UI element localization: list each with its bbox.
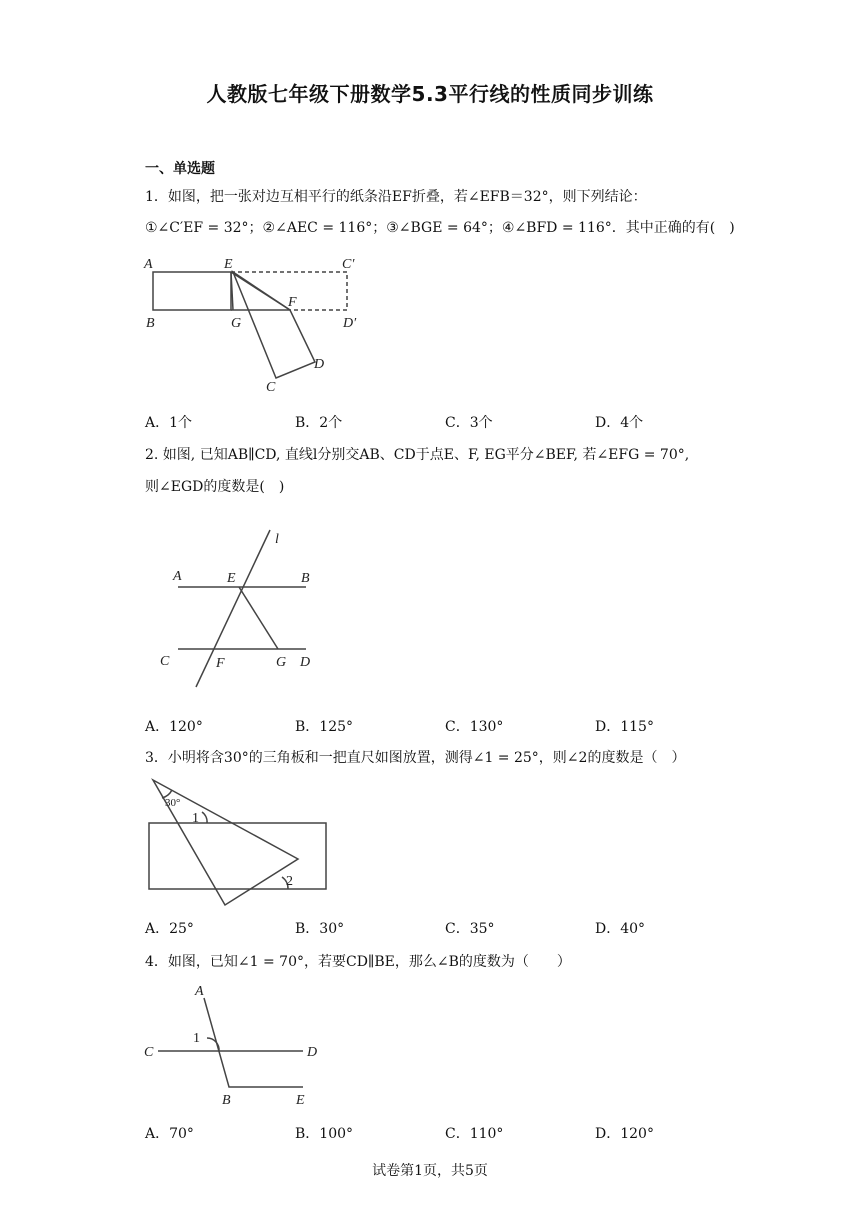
q2-label-f: F [216,656,225,671]
q1-option-a: A．1个 [145,415,193,431]
q4-line-abe [204,998,303,1087]
q1-option-b: B．2个 [295,415,343,431]
q4-arc-1 [207,1038,219,1051]
q3-option-a: A．25° [145,921,194,937]
q4-label-d: D [307,1045,318,1060]
q2-option-a: A．120° [145,719,203,735]
q2-figure [150,525,330,695]
q1-label-g: G [231,316,242,331]
q4-option-a: A．70° [145,1126,194,1142]
q2-label-l: l [275,532,279,547]
q2-segment-eg [239,587,278,649]
q3-ruler [149,823,326,889]
q2-label-b: B [301,571,310,586]
q3-figure [140,775,340,910]
q2-stem-line1: 2. 如图, 已知AB∥CD, 直线l分别交AB、CD于点E、F, EG平分∠BEF, 若∠EFG = 70°, [145,447,690,463]
page-footer: 试卷第1页，共5页 [372,1163,488,1179]
q1-label-b: B [146,316,155,331]
q4-stem-line1: 4．如图，已知∠1 = 70°，若要CD∥BE，那么∠B的度数为（ ） [145,954,571,970]
q3-label-1: 1 [192,811,199,826]
q1-option-c: C．3个 [445,415,493,431]
q4-option-c: C．110° [445,1126,504,1142]
q3-option-b: B．30° [295,921,345,937]
q1-option-d: D．4个 [595,415,644,431]
q3-option-c: C．35° [445,921,495,937]
q2-label-c: C [160,654,170,669]
q1-label-c1: C′ [342,257,355,272]
q3-label-2: 2 [286,874,293,889]
q4-figure [140,980,340,1110]
q1-figure [140,250,370,400]
q4-option-b: B．100° [295,1126,354,1142]
q2-label-a: A [173,569,182,584]
q1-strip-left [153,272,231,310]
q1-label-f: F [288,295,297,310]
q1-stem-line2: ①∠C′EF = 32°；②∠AEC = 116°；③∠BGE = 64°；④∠BFD = 116°．其中正确的有( ) [145,220,735,236]
q2-option-d: D．115° [595,719,654,735]
q3-option-d: D．40° [595,921,646,937]
q4-label-1: 1 [193,1031,200,1046]
q2-label-e: E [227,571,236,586]
q4-option-d: D．120° [595,1126,654,1142]
q2-option-c: C．130° [445,719,504,735]
q1-folded-part [233,272,315,378]
q3-stem-line1: 3．小明将含30°的三角板和一把直尺如图放置，测得∠1 = 25°，则∠2的度数是（ ） [145,750,686,766]
q2-line-l [196,530,270,687]
q1-label-a: A [144,257,153,272]
page-title: 人教版七年级下册数学5.3平行线的性质同步训练 [206,82,654,106]
q2-label-d: D [300,655,311,670]
q3-arc-1 [202,812,207,823]
q2-label-g: G [276,655,287,670]
q1-stem-line1: 1．如图，把一张对边互相平行的纸条沿EF折叠，若∠EFB＝32°，则下列结论： [145,189,647,205]
q4-label-e: E [296,1093,305,1108]
q1-label-d1: D′ [343,316,357,331]
section-heading: 一、单选题 [145,161,215,177]
q1-label-c: C [266,380,276,395]
q4-label-b: B [222,1093,231,1108]
q1-label-e: E [224,257,233,272]
q4-label-a: A [195,984,204,999]
q2-option-b: B．125° [295,719,354,735]
q2-stem-line2: 则∠EGD的度数是( ) [145,479,285,495]
q4-label-c: C [144,1045,154,1060]
q3-label-30: 30° [165,797,181,809]
q1-label-d: D [314,357,325,372]
